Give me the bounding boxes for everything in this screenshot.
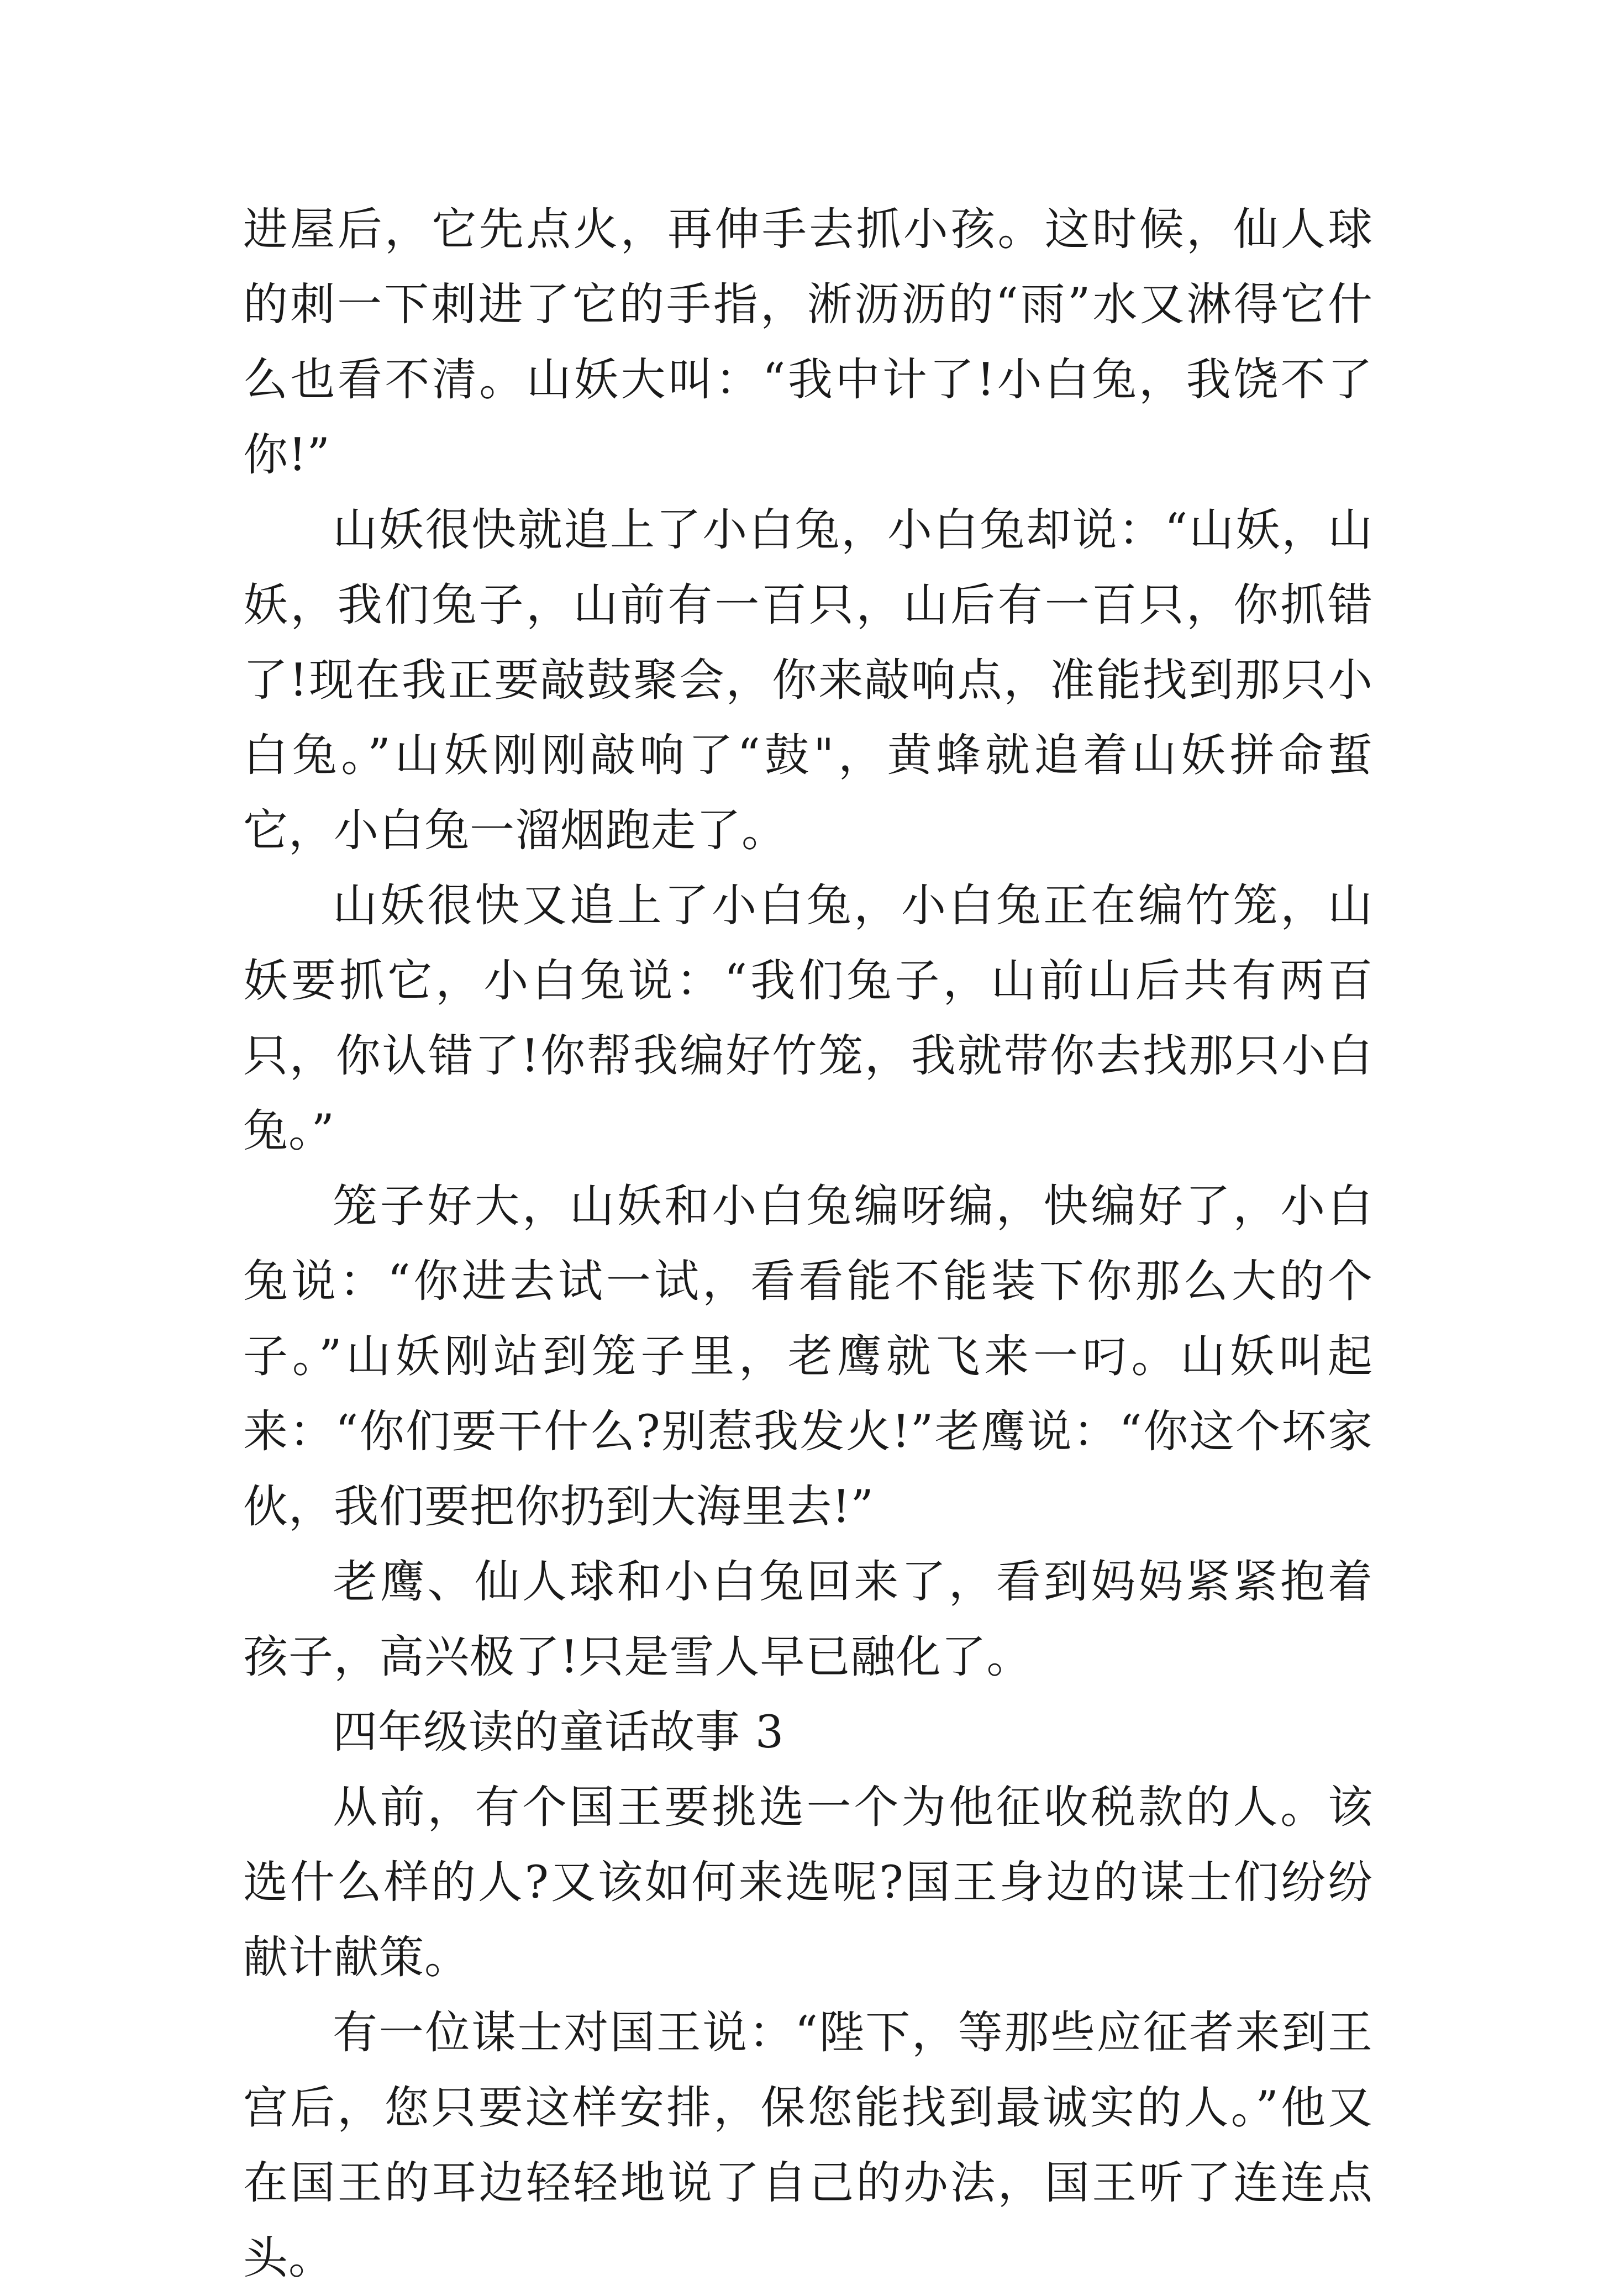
paragraph: 老鹰、仙人球和小白兔回来了，看到妈妈紧紧抱着孩子，高兴极了!只是雪人早已融化了。	[243, 1556, 1373, 1683]
paragraph: 有一位谋士对国王说：“陛下，等那些应征者来到王宫后，您只要这样安排，保您能找到最诚实的人。”他又在国王的耳边轻轻地说了自己的办法，国王听了连连点头。	[243, 2007, 1373, 2284]
paragraph: 笼子好大，山妖和小白兔编呀编，快编好了，小白兔说：“你进去试一试，看看能不能装下你那么大的个子。”山妖刚站到笼子里，老鹰就飞来一叼。山妖叫起来：“你们要干什么?别惹我发火!”老鹰说：“你这个坏家伙，我们要把你扔到大海里去!”	[243, 1181, 1373, 1533]
paragraph: 山妖很快就追上了小白兔，小白兔却说：“山妖，山妖，我们兔子，山前有一百只，山后有一百只，你抓错了!现在我正要敲鼓聚会，你来敲响点，准能找到那只小白兔。”山妖刚刚敲响了“鼓"，黄蜂就追着山妖拼命蜇它，小白兔一溜烟跑走了。	[243, 504, 1373, 857]
paragraph: 进屋后，它先点火，再伸手去抓小孩。这时候，仙人球的刺一下刺进了它的手指，淅沥沥的“雨”水又淋得它什么也看不清。山妖大叫：“我中计了!小白兔，我饶不了你!”	[243, 204, 1373, 481]
document-page	[243, 192, 1373, 2296]
paragraph: 从前，有个国王要挑选一个为他征收税款的人。该选什么样的人?又该如何来选呢?国王身边的谋士们纷纷献计献策。	[243, 1782, 1373, 1984]
section-heading: 四年级读的童话故事 3	[333, 1707, 785, 1758]
paragraph: 山妖很快又追上了小白兔，小白兔正在编竹笼，山妖要抓它，小白兔说：“我们兔子，山前山后共有两百只，你认错了!你帮我编好竹笼，我就带你去找那只小白兔。”	[243, 880, 1373, 1157]
